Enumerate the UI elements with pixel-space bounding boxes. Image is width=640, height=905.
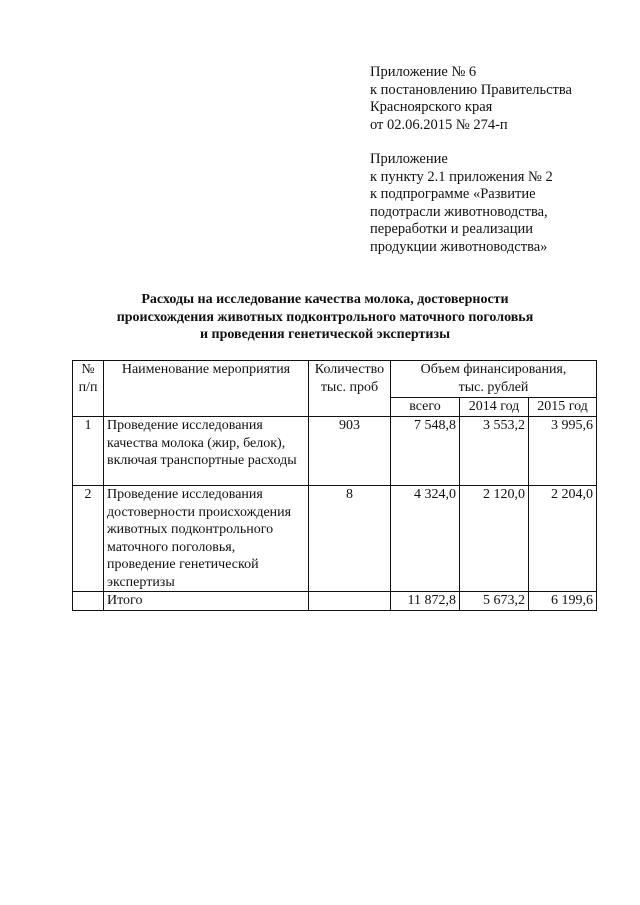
header-2015: 2015 год <box>529 398 597 417</box>
total-label: Итого <box>104 592 309 611</box>
annex-sub-line: продукции животноводства» <box>370 238 548 255</box>
header-financing-line: Объем финансирования, <box>420 362 567 377</box>
annex-sub-line: Приложение <box>370 151 448 167</box>
annex-reference-top <box>370 64 572 134</box>
row-number: 1 <box>73 417 104 486</box>
row-activity-name: Проведение исследования достоверности происхождения животных подконтрольного маточного поголовья, проведение генетической экспертизы <box>104 486 309 592</box>
header-financing <box>391 361 597 398</box>
total-2015: 6 199,6 <box>529 592 597 611</box>
document-title-line: происхождения животных подконтрольного маточного поголовья <box>116 309 534 325</box>
row-total: 7 548,8 <box>391 417 460 486</box>
row-total: 4 324,0 <box>391 486 460 592</box>
annex-sub-line: к пункту 2.1 приложения № 2 <box>370 168 553 185</box>
header-total: всего <box>391 398 460 417</box>
row-2015: 3 995,6 <box>529 417 597 486</box>
table-header-row <box>73 361 597 398</box>
annex-reference-sub <box>370 151 553 256</box>
header-quantity-line: Количество <box>314 362 385 377</box>
document-title-line: и проведения генетической экспертизы <box>199 327 451 342</box>
header-number-line: № <box>81 362 95 377</box>
total-sum: 11 872,8 <box>391 592 460 611</box>
row-quantity: 8 <box>309 486 391 592</box>
row-2014: 3 553,2 <box>460 417 529 486</box>
total-quantity-empty <box>309 592 391 611</box>
annex-sub-line: подотрасли животноводства, <box>370 203 548 220</box>
header-2014: 2014 год <box>460 398 529 417</box>
annex-top-line: Приложение № 6 <box>370 64 477 80</box>
annex-sub-line: переработки и реализации <box>370 221 534 237</box>
header-financing-line: тыс. рублей <box>458 379 529 395</box>
expenses-table <box>72 360 597 611</box>
document-title-line: Расходы на исследование качества молока, достоверности <box>141 292 509 307</box>
annex-top-line: к постановлению Правительства <box>370 81 572 98</box>
row-2014: 2 120,0 <box>460 486 529 592</box>
header-number <box>73 361 104 417</box>
annex-top-line: Красноярского края <box>370 99 493 115</box>
header-quantity <box>309 361 391 417</box>
table-row <box>73 486 597 592</box>
document-title <box>60 291 590 344</box>
header-activity-name: Наименование мероприятия <box>104 361 309 417</box>
row-number: 2 <box>73 486 104 592</box>
header-quantity-line: тыс. проб <box>320 379 379 395</box>
row-quantity: 903 <box>309 417 391 486</box>
total-number-empty <box>73 592 104 611</box>
total-2014: 5 673,2 <box>460 592 529 611</box>
table-row <box>73 417 597 486</box>
annex-top-line: от 02.06.2015 № 274-п <box>370 116 508 133</box>
table-total-row <box>73 592 597 611</box>
annex-sub-line: к подпрограмме «Развитие <box>370 186 536 202</box>
row-2015: 2 204,0 <box>529 486 597 592</box>
row-activity-name: Проведение исследования качества молока (жир, белок), включая транспортные расходы <box>104 417 309 486</box>
header-number-line: п/п <box>78 379 98 395</box>
